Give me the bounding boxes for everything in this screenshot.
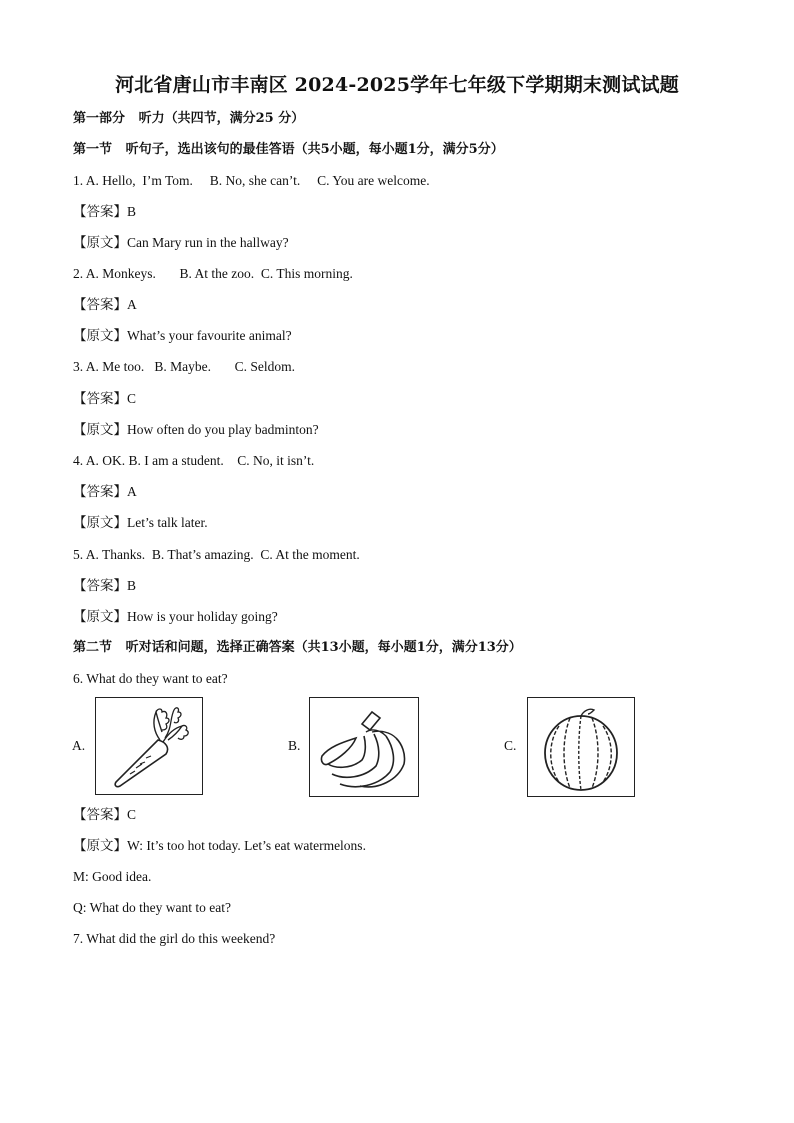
bananas-icon xyxy=(310,698,418,796)
script-line: 【原文】W: It’s too hot today. Let’s eat watermelons. xyxy=(73,838,366,853)
answer-line: 【答案】B xyxy=(73,204,137,219)
answer-line: 【答案】C xyxy=(73,807,137,822)
watermelon-icon xyxy=(528,698,634,796)
option-label-b: B. xyxy=(288,738,301,753)
script-line: Q: What do they want to eat? xyxy=(73,900,231,915)
script-line: M: Good idea. xyxy=(73,869,152,884)
carrot-icon xyxy=(96,698,202,794)
option-image-a[interactable] xyxy=(95,697,203,795)
script-line: 【原文】Can Mary run in the hallway? xyxy=(73,235,289,250)
question-text: 6. What do they want to eat? xyxy=(73,671,228,686)
script-line: 【原文】How is your holiday going? xyxy=(73,609,278,624)
part-heading: 第一部分 听力（共四节，满分25 分） xyxy=(73,111,305,126)
question-options: 3. A. Me too. B. Maybe. C. Seldom. xyxy=(73,359,295,374)
option-label-c: C. xyxy=(504,738,517,753)
answer-line: 【答案】A xyxy=(73,484,137,499)
question-options: 1. A. Hello, I’m Tom. B. No, she can’t. C. You are welcome. xyxy=(73,173,430,188)
answer-line: 【答案】A xyxy=(73,297,137,312)
option-image-b[interactable] xyxy=(309,697,419,797)
section-heading: 第二节 听对话和问题，选择正确答案（共13小题，每小题1分，满分13分） xyxy=(73,640,522,655)
document-title: 河北省唐山市丰南区 2024-2025学年七年级下学期期末测试试题 xyxy=(115,74,679,96)
option-label-a: A. xyxy=(72,738,86,753)
script-line: 【原文】How often do you play badminton? xyxy=(73,422,319,437)
question-options: 4. A. OK. B. I am a student. C. No, it isn’t. xyxy=(73,453,315,468)
script-line: 【原文】Let’s talk later. xyxy=(73,515,208,530)
question-text: 7. What did the girl do this weekend? xyxy=(73,931,276,946)
option-image-c[interactable] xyxy=(527,697,635,797)
section-heading: 第一节 听句子，选出该句的最佳答语（共5小题，每小题1分，满分5分） xyxy=(73,142,504,157)
script-line: 【原文】What’s your favourite animal? xyxy=(73,328,292,343)
answer-line: 【答案】C xyxy=(73,391,137,406)
question-options: 5. A. Thanks. B. That’s amazing. C. At the moment. xyxy=(73,547,360,562)
question-options: 2. A. Monkeys. B. At the zoo. C. This morning. xyxy=(73,266,353,281)
answer-line: 【答案】B xyxy=(73,578,137,593)
